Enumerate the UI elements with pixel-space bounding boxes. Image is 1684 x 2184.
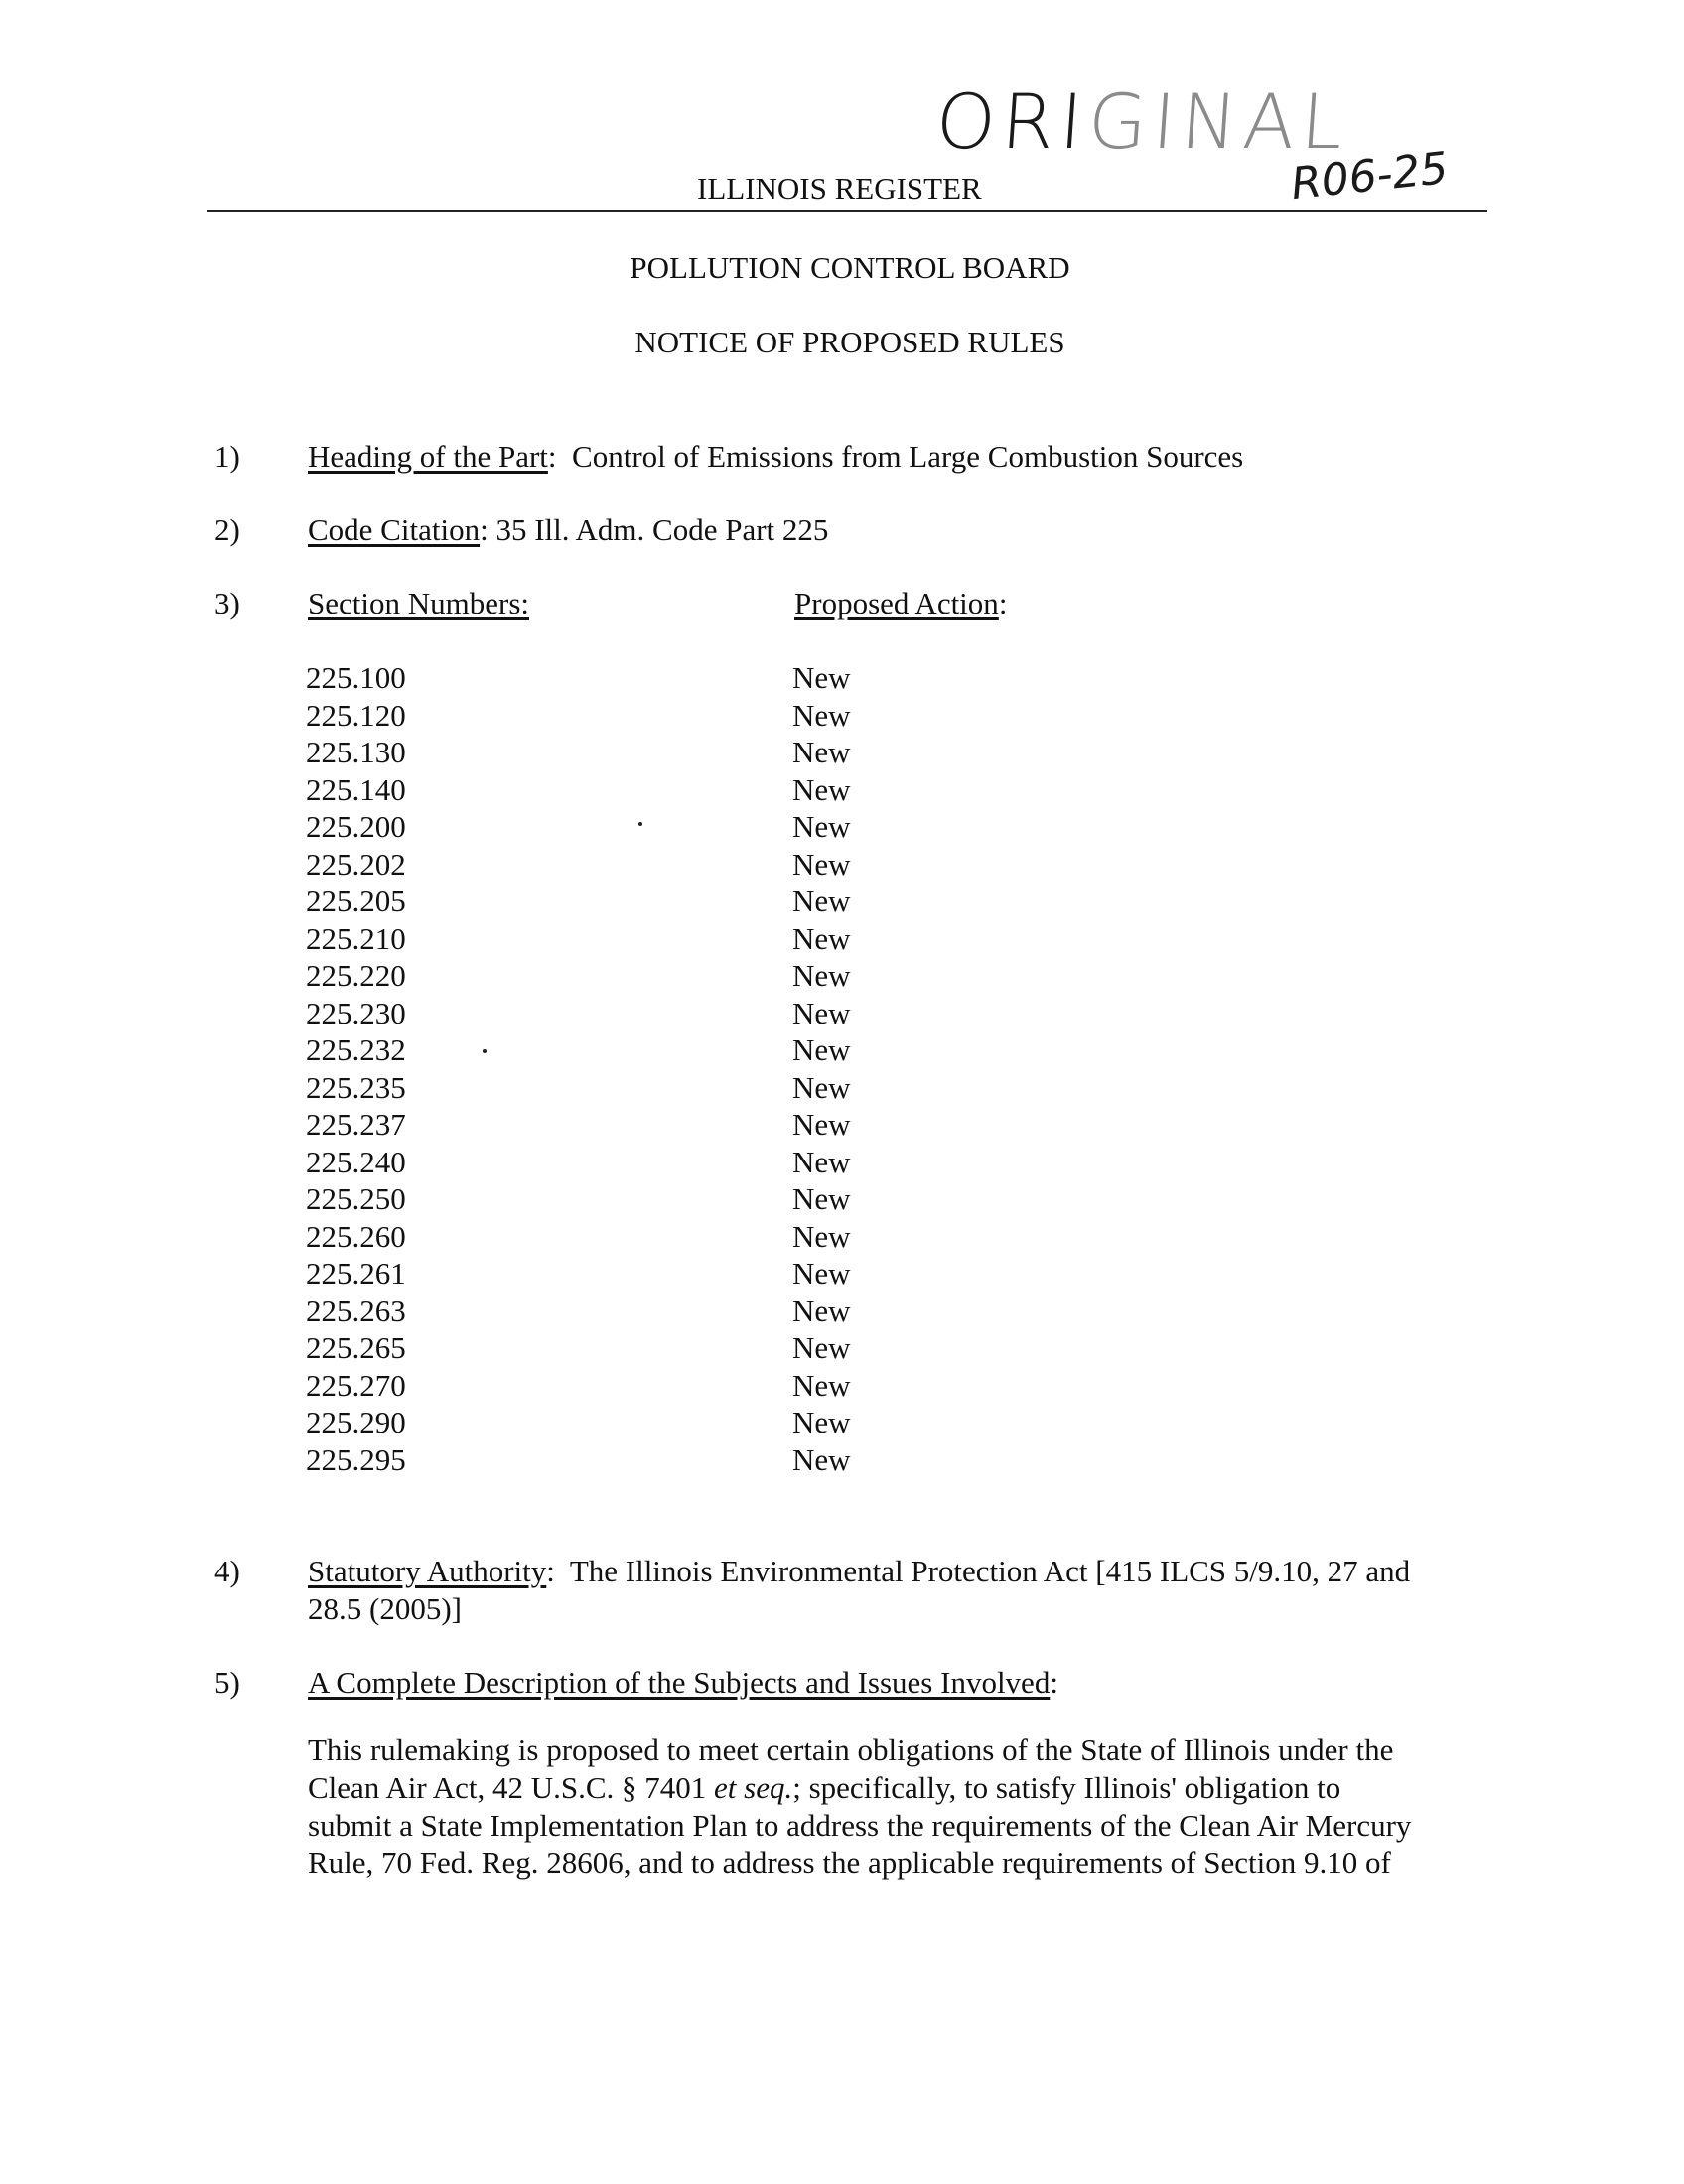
item-4-statutory-authority: Statutory Authority: The Illinois Environmental Protection Act [415 ILCS 5/9.10, 27 and bbox=[308, 1554, 1411, 1588]
section-number: 225.261 bbox=[306, 1256, 406, 1291]
authority-label: Statutory Authority bbox=[308, 1554, 547, 1588]
proposed-action: New bbox=[792, 1367, 851, 1403]
proposed-action: New bbox=[792, 884, 851, 918]
proposed-action: New bbox=[792, 1144, 851, 1179]
notice-title: NOTICE OF PROPOSED RULES bbox=[634, 325, 1065, 359]
scan-speck bbox=[638, 822, 642, 826]
paragraph-line: Clean Air Act, 42 U.S.C. § 7401 et seq.; specifically, to satisfy Illinois' obligation to bbox=[308, 1770, 1341, 1805]
section-number: 225.230 bbox=[306, 995, 406, 1030]
section-number: 225.250 bbox=[306, 1181, 406, 1216]
item-3-number: 3) bbox=[214, 586, 240, 620]
section-number: 225.263 bbox=[306, 1293, 406, 1328]
section-number: 225.237 bbox=[306, 1107, 406, 1142]
item-1-heading: Heading of the Part: Control of Emissions from Large Combustion Sources bbox=[308, 439, 1244, 474]
proposed-action: New bbox=[792, 1293, 851, 1328]
proposed-action: New bbox=[792, 1330, 851, 1365]
proposed-action: New bbox=[792, 1256, 851, 1291]
authority-value-line2: 28.5 (2005)] bbox=[308, 1591, 462, 1626]
section-number: 225.205 bbox=[306, 884, 406, 918]
handwritten-docket-note: R06-25 bbox=[1288, 142, 1451, 210]
section-number: 225.202 bbox=[306, 846, 406, 882]
section-number: 225.120 bbox=[306, 697, 406, 733]
proposed-action: New bbox=[792, 1107, 851, 1142]
item-5-number: 5) bbox=[214, 1665, 240, 1700]
code-label: Code Citation bbox=[308, 512, 481, 547]
proposed-action-label: Proposed Action: bbox=[794, 586, 1008, 620]
proposed-action: New bbox=[792, 1405, 851, 1439]
paragraph-line: Rule, 70 Fed. Reg. 28606, and to address the applicable requirements of Section 9.10 of bbox=[308, 1845, 1391, 1880]
section-number: 225.270 bbox=[306, 1367, 406, 1403]
section-number: 225.210 bbox=[306, 920, 406, 956]
section-number: 225.295 bbox=[306, 1441, 406, 1477]
register-header: ILLINOIS REGISTER bbox=[697, 171, 982, 205]
proposed-action: New bbox=[792, 1069, 851, 1105]
board-title: POLLUTION CONTROL BOARD bbox=[630, 250, 1070, 285]
proposed-action: New bbox=[792, 697, 851, 733]
proposed-action: New bbox=[792, 1218, 851, 1254]
section-number: 225.260 bbox=[306, 1218, 406, 1254]
section-number: 225.232 bbox=[306, 1032, 406, 1067]
proposed-action: New bbox=[792, 1181, 851, 1216]
section-number: 225.130 bbox=[306, 735, 406, 769]
section-number: 225.100 bbox=[306, 660, 406, 695]
section-number: 225.200 bbox=[306, 809, 406, 844]
item-2-code-citation: Code Citation: 35 Ill. Adm. Code Part 225 bbox=[308, 512, 829, 547]
section-number: 225.220 bbox=[306, 958, 406, 993]
proposed-action: New bbox=[792, 995, 851, 1030]
proposed-action: New bbox=[792, 660, 851, 695]
section-number-column bbox=[306, 659, 406, 1478]
original-stamp: ORIGINAL bbox=[932, 77, 1352, 166]
proposed-action: New bbox=[792, 1441, 851, 1477]
proposed-action: New bbox=[792, 1032, 851, 1067]
section-number: 225.240 bbox=[306, 1144, 406, 1179]
section-number: 225.265 bbox=[306, 1330, 406, 1365]
proposed-action: New bbox=[792, 920, 851, 956]
paragraph-line: submit a State Implementation Plan to address the requirements of the Clean Air Mercury bbox=[308, 1808, 1412, 1843]
paragraph-line: This rulemaking is proposed to meet certain obligations of the State of Illinois under the bbox=[308, 1732, 1394, 1767]
authority-value-line1: The Illinois Environmental Protection Act [415 ILCS 5/9.10, 27 and bbox=[569, 1554, 1411, 1588]
scan-speck bbox=[483, 1049, 487, 1053]
heading-value: Control of Emissions from Large Combustion Sources bbox=[572, 439, 1244, 474]
header-divider bbox=[207, 210, 1487, 212]
code-value: 35 Ill. Adm. Code Part 225 bbox=[495, 512, 829, 547]
item-5-description-heading: A Complete Description of the Subjects and Issues Involved: bbox=[308, 1665, 1058, 1700]
section-number: 225.290 bbox=[306, 1405, 406, 1439]
proposed-action-column bbox=[792, 659, 851, 1478]
section-number: 225.140 bbox=[306, 771, 406, 807]
proposed-action: New bbox=[792, 771, 851, 807]
section-number: 225.235 bbox=[306, 1069, 406, 1105]
proposed-action: New bbox=[792, 735, 851, 769]
proposed-action: New bbox=[792, 958, 851, 993]
proposed-action: New bbox=[792, 809, 851, 844]
item-4-number: 4) bbox=[214, 1554, 240, 1588]
heading-label: Heading of the Part bbox=[308, 439, 548, 474]
item-1-number: 1) bbox=[214, 439, 240, 474]
proposed-action: New bbox=[792, 846, 851, 882]
section-numbers-label: Section Numbers: bbox=[308, 586, 529, 620]
description-paragraph bbox=[308, 1731, 1499, 1882]
item-2-number: 2) bbox=[214, 512, 240, 547]
